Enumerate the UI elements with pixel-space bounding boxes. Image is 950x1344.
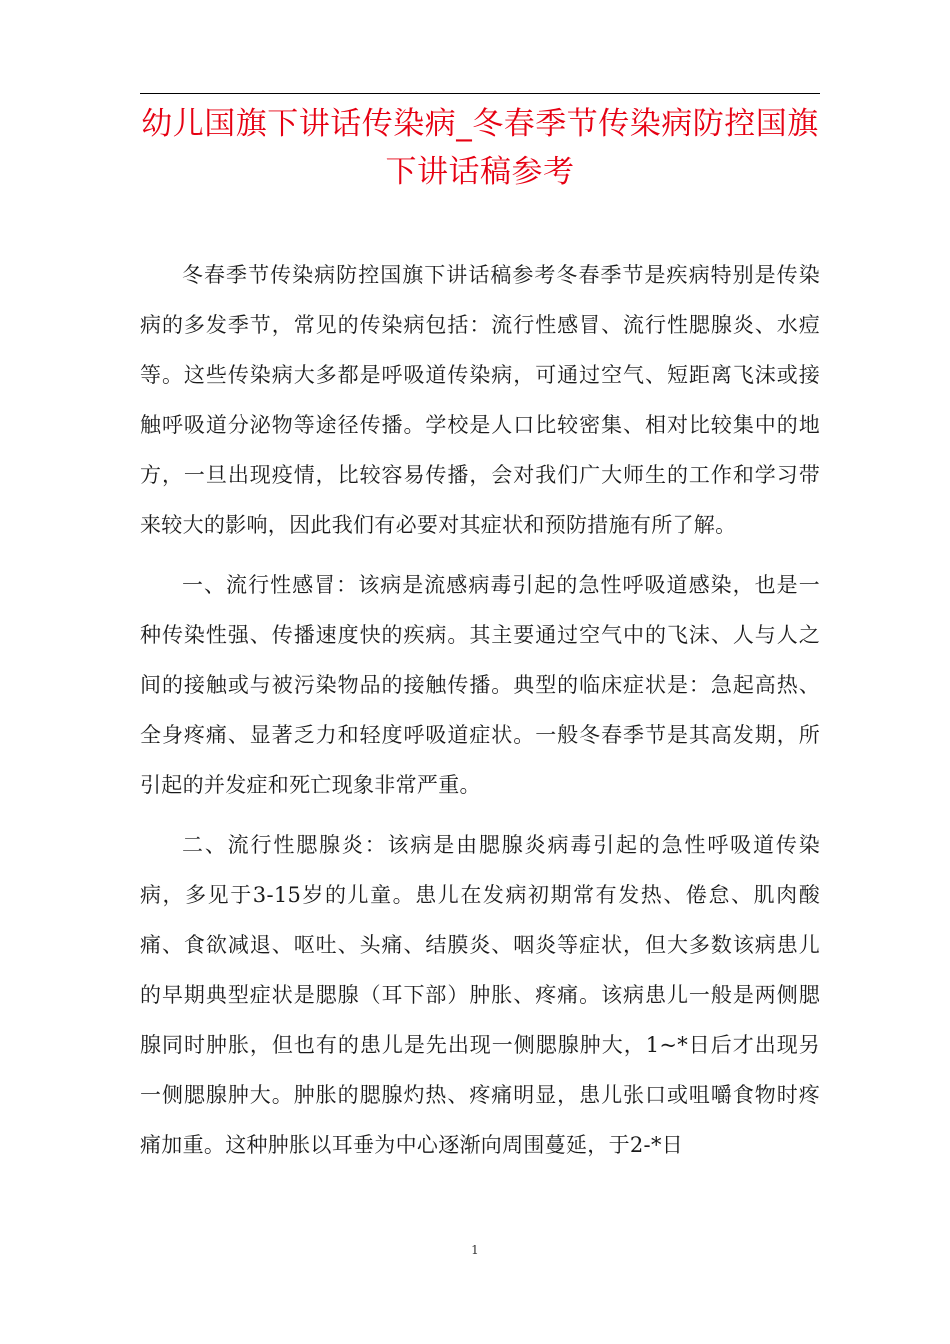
document-body: [140, 250, 820, 1180]
paragraph-intro: 冬春季节传染病防控国旗下讲话稿参考冬春季节是疾病特别是传染病的多发季节，常见的传染病包括：流行性感冒、流行性腮腺炎、水痘等。这些传染病大多都是呼吸道传染病，可通过空气、短距离飞沫或接触呼吸道分泌物等途径传播。学校是人口比较密集、相对比较集中的地方，一旦出现疫情，比较容易传播，会对我们广大师生的工作和学习带来较大的影响，因此我们有必要对其症状和预防措施有所了解。: [140, 263, 820, 537]
header-rule: [140, 93, 820, 94]
page-number: 1: [471, 1243, 479, 1257]
paragraph-mumps: 二、流行性腮腺炎：该病是由腮腺炎病毒引起的急性呼吸道传染病，多见于3-15岁的儿童。患儿在发病初期常有发热、倦怠、肌肉酸痛、食欲减退、呕吐、头痛、结膜炎、咽炎等症状，但大多数该病患儿的早期典型症状是腮腺（耳下部）肿胀、疼痛。该病患儿一般是两侧腮腺同时肿胀，但也有的患儿是先出现一侧腮腺肿大，1~*日后才出现另一侧腮腺肿大。肿胀的腮腺灼热、疼痛明显，患儿张口或咀嚼食物时疼痛加重。这种肿胀以耳垂为中心逐渐向周围蔓延，于2-*日: [140, 833, 820, 1157]
document-title: 幼儿国旗下讲话传染病_冬春季节传染病防控国旗下讲话稿参考: [141, 106, 819, 190]
paragraph-influenza: 一、流行性感冒：该病是流感病毒引起的急性呼吸道感染，也是一种传染性强、传播速度快的疾病。其主要通过空气中的飞沫、人与人之间的接触或与被污染物品的接触传播。典型的临床症状是：急起高热、全身疼痛、显著乏力和轻度呼吸道症状。一般冬春季节是其高发期，所引起的并发症和死亡现象非常严重。: [140, 573, 820, 797]
